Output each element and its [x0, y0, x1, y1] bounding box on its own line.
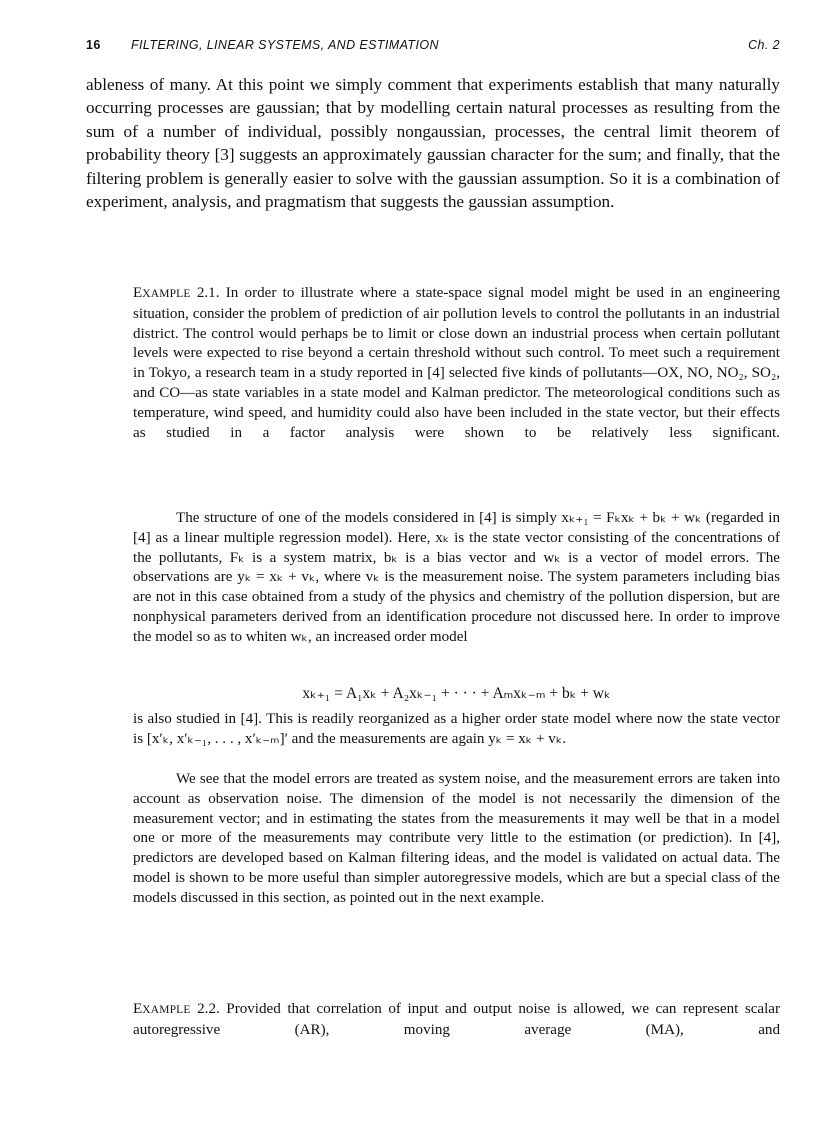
example-2-1-paragraph-4: We see that the model errors are treated as system noise, and the measurement errors are taken into account as observation noise. The dimension of the model is not necessarily the dimension of the measurement vector; and in estimating the states from the measurements it may well be that in a model one or more of the measurements may contribute very little to the estimation (or prediction). In [4], predictors are developed based on Kalman filtering ideas, and the model is validated on actual data. The model is shown to be more useful than simpler autoregressive models, which are but a special class of the models discussed in this section, as pointed out in the next example. [133, 771, 780, 906]
chapter-label: Ch. 2 [748, 38, 780, 52]
running-header [86, 38, 780, 58]
example-2-1-label: EXAMPLE 2.1. [133, 285, 220, 301]
equation-increased-order-model [133, 683, 780, 705]
example-2-2-paragraph-1: EXAMPLE 2.2. Provided that correlation of input and output noise is allowed, we can represent scalar autoregressive (AR), moving average (MA), and [133, 1001, 781, 1038]
example-2-1-paragraph-3: is also studied in [4]. This is readily reorganized as a higher order state model where now the state vector is [x′ₖ, x′ₖ₋₁, . . . , x′ₖ₋ₘ]′ and the measurements are again yₖ = xₖ + vₖ. [133, 711, 780, 747]
running-title: FILTERING, LINEAR SYSTEMS, AND ESTIMATION [131, 38, 439, 52]
page-number: 16 [86, 38, 101, 52]
example-2-1-paragraph-2: The structure of one of the models considered in [4] is simply xₖ₊₁ = Fₖxₖ + bₖ + wₖ (regarded in [4] as a linear multiple regression model). Here, xₖ is the state vector consisting of the concentrations of the pollutants, Fₖ is a system matrix, bₖ is a bias vector and wₖ is a vector of model errors. The observations are yₖ = xₖ + vₖ, where vₖ is the measurement noise. The system parameters including bias are not in this case obtained from a study of the physics and chemistry of the pollution dispersion, but are nonphysical parameters derived from an identification procedure not discussed here. In order to improve the model so as to whiten wₖ, an increased order model [133, 510, 780, 645]
intro-paragraph: ableness of many. At this point we simply comment that experiments establish that many naturally occurring processes are gaussian; that by modelling certain natural processes as resulting from the sum of a number of individual, possibly nongaussian, processes, the central limit theorem of probability theory [3] suggests an approximately gaussian character for the sum; and finally, that the filtering problem is generally easier to solve with the gaussian assumption. So it is a combination of experiment, analysis, and pragmatism that suggests the gaussian assumption. [86, 75, 780, 212]
example-2-2-label: EXAMPLE 2.2. [133, 1001, 220, 1017]
equation-text: xₖ₊₁ = A₁xₖ + A₂xₖ₋₁ + · · · + Aₘxₖ₋ₘ + bₖ + wₖ [302, 685, 611, 702]
example-2-1-paragraph-1: EXAMPLE 2.1. In order to illustrate where a state-space signal model might be used in an engineering situation, consider the problem of prediction of air pollution levels to control the pollutants in an industrial district. The control would perhaps be to limit or close down an industrial process when certain pollutant levels were expected to rise beyond a certain threshold without such control. To meet such a requirement in Tokyo, a research team in a study reported in [4] selected five kinds of pollutants—OX, NO, NO₂, SO₂, and CO—as state variables in a state model and Kalman predictor. The meteorological conditions such as temperature, wind speed, and humidity could also have been included in the state vector, but their effects as studied in a factor analysis were shown to be relatively less significant. [133, 285, 780, 441]
